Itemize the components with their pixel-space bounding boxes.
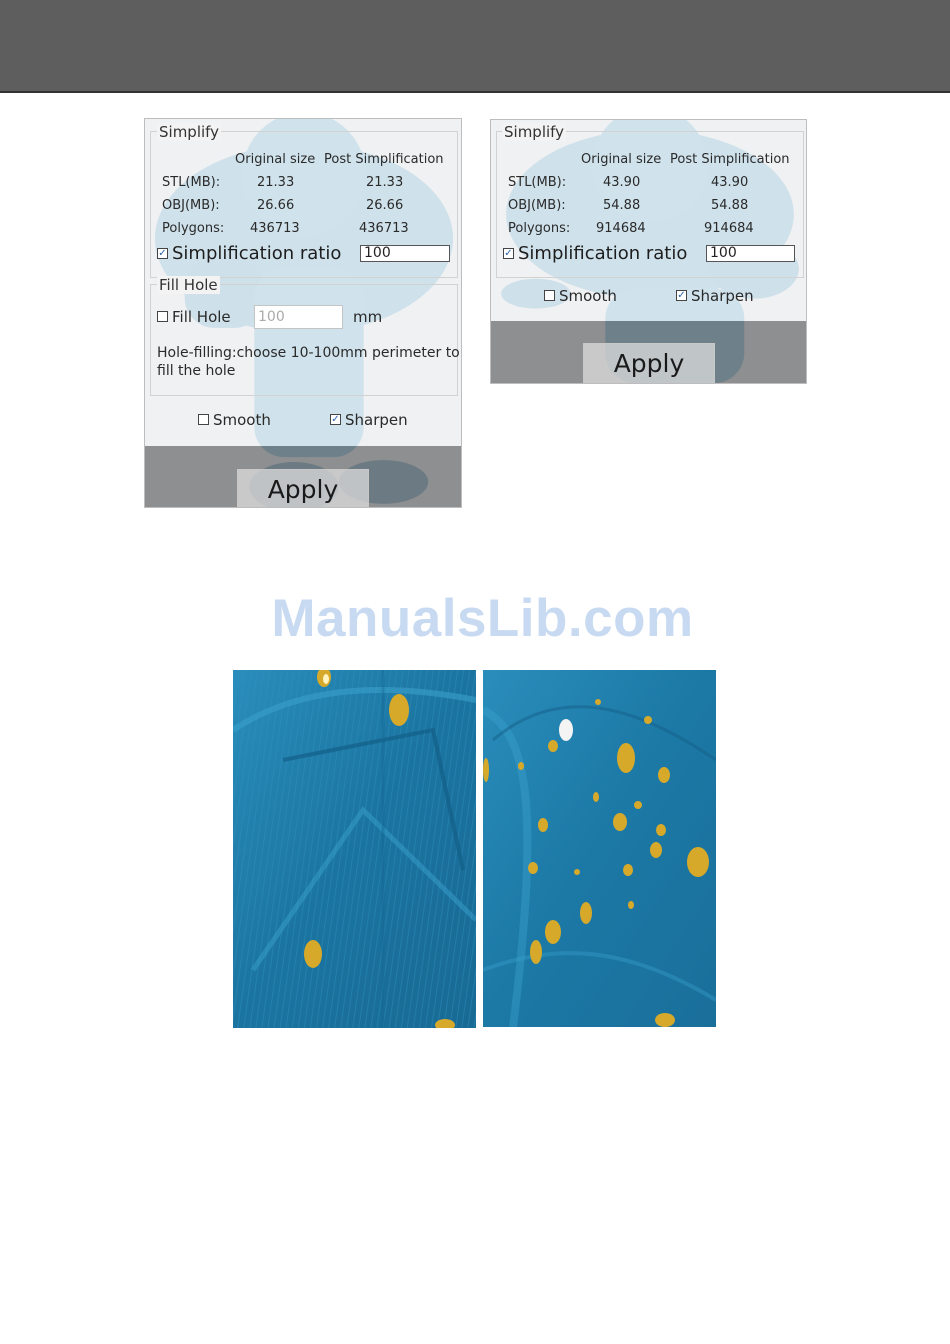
apply-button[interactable]: Apply: [583, 343, 715, 384]
row-post-polygons: 914684: [704, 221, 754, 236]
row-label-stl: STL(MB):: [508, 175, 567, 190]
hole-markers: [233, 670, 476, 1028]
sharpen-checkbox[interactable]: ✓: [677, 290, 686, 301]
col-original-header: Original size: [581, 152, 662, 167]
simplify-panel-compact: [490, 119, 807, 384]
col-post-header: Post Simplification: [670, 152, 790, 167]
simplification-ratio-checkbox[interactable]: ✓: [504, 248, 513, 259]
fill-hole-hint-line2: fill the hole: [157, 363, 236, 379]
simplification-ratio-label: Simplification ratio: [172, 243, 342, 264]
row-post-obj: 54.88: [711, 198, 749, 213]
row-original-stl: 43.90: [603, 175, 641, 190]
apply-button[interactable]: Apply: [237, 469, 369, 508]
sharpen-label: Sharpen: [691, 287, 754, 305]
row-post-obj: 26.66: [366, 198, 404, 213]
sharpen-label: Sharpen: [345, 411, 408, 429]
simplify-panel-full: [144, 118, 462, 508]
smooth-checkbox[interactable]: [198, 414, 209, 425]
scan-preview-sharpen: [483, 670, 716, 1027]
col-post-header: Post Simplification: [324, 152, 444, 167]
fill-hole-label: Fill Hole: [172, 308, 231, 326]
header-bar: [0, 0, 950, 93]
col-original-header: Original size: [235, 152, 316, 167]
fill-hole-unit: mm: [353, 308, 383, 326]
row-label-obj: OBJ(MB):: [508, 198, 566, 213]
row-label-polygons: Polygons:: [162, 221, 225, 236]
simplification-ratio-checkbox[interactable]: ✓: [158, 248, 167, 259]
fill-hole-group: [150, 284, 458, 396]
row-post-stl: 43.90: [711, 175, 749, 190]
smooth-checkbox[interactable]: [544, 290, 555, 301]
row-original-obj: 54.88: [603, 198, 641, 213]
fill-hole-group-title: Fill Hole: [159, 276, 218, 294]
row-original-stl: 21.33: [257, 175, 295, 190]
smooth-label: Smooth: [559, 287, 617, 305]
smooth-label: Smooth: [213, 411, 271, 429]
row-original-polygons: 914684: [596, 221, 646, 236]
row-original-polygons: 436713: [250, 221, 300, 236]
row-label-polygons: Polygons:: [508, 221, 571, 236]
sharpen-checkbox[interactable]: ✓: [331, 414, 340, 425]
watermark: ManualsLib.com: [271, 589, 694, 648]
row-label-stl: STL(MB):: [162, 175, 221, 190]
scan-preview-smooth: [233, 670, 476, 1028]
simplify-group-title: Simplify: [159, 123, 220, 141]
hole-markers: [483, 670, 716, 1027]
row-post-polygons: 436713: [359, 221, 409, 236]
simplification-ratio-input[interactable]: 100: [360, 245, 450, 262]
row-original-obj: 26.66: [257, 198, 295, 213]
fill-hole-hint-line1: Hole-filling:choose 10-100mm perimeter to: [157, 345, 460, 361]
row-label-obj: OBJ(MB):: [162, 198, 220, 213]
simplification-ratio-label: Simplification ratio: [518, 243, 688, 264]
simplification-ratio-input[interactable]: 100: [706, 245, 795, 262]
fill-hole-checkbox[interactable]: [157, 311, 168, 322]
row-post-stl: 21.33: [366, 175, 404, 190]
fill-hole-input[interactable]: 100: [254, 305, 343, 329]
simplify-group-title: Simplify: [504, 123, 565, 141]
